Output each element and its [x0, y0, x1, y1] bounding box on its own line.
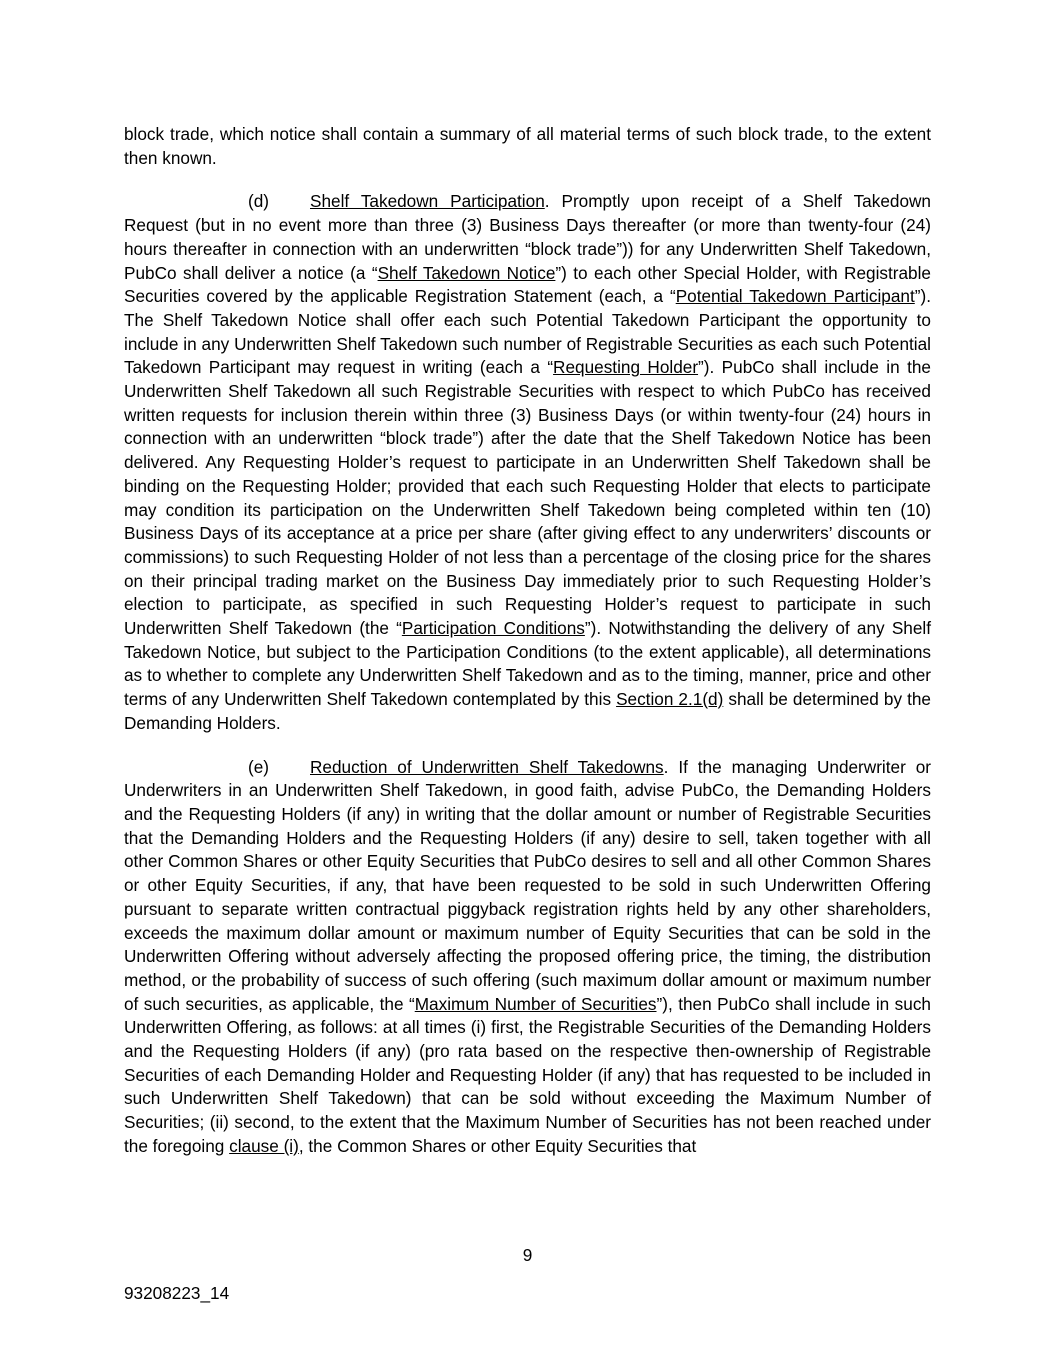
defined-term: Potential Takedown Participant	[675, 286, 915, 307]
defined-term: Participation Conditions	[401, 618, 585, 639]
continuation-text: block trade, which notice shall contain a summary of all material terms of such block trade, to the extent then known.	[124, 124, 931, 168]
section-label-e: (e)	[248, 756, 270, 777]
text-segment: shall be determined by the Demanding Holders.	[124, 689, 931, 733]
text-segment: . If the managing Underwriter or Underwriters in an Underwritten Shelf Takedown, in good faith, advise PubCo, the Demanding Holders and the Requesting Holders (if any) in writing that the dollar amount or number of Registrable Securities that the Demanding Holders and the Requesting Holders (if any) desire to sell, taken together with all other Common Shares or other Equity Securities that PubCo desires to sell and all other Common Shares or other Equity Securities, if any, that have been requested to be sold in such Underwritten Offering pursuant to separate written contractual piggyback registration rights held by any other shareholders, exceeds the maximum dollar amount or maximum number of Equity Securities that can be sold in the Underwritten Offering without adversely affecting the proposed offering price, the timing, the distribution method, or the probability of success of such offering (such maximum dollar amount or maximum number of such securities, as applicable, the “	[124, 756, 931, 1014]
clause-reference: clause (i)	[229, 1135, 299, 1156]
text-segment: ”). The Shelf Takedown Notice shall offer each such Potential Takedown Participant the opportunity to include in any Underwritten Shelf Takedown such number of Registrable Securities as each such Potential Takedown Participant may request in writing (each a “	[124, 286, 931, 378]
text-segment: ”). Notwithstanding the delivery of any Shelf Takedown Notice, but subject to the Participation Conditions (to the extent applicable), all determinations as to whether to complete any Underwritten Shelf Takedown and as to the timing, manner, price and other terms of any Underwritten Shelf Takedown contemplated by this	[124, 618, 931, 710]
section-heading-d: Shelf Takedown Participation	[310, 191, 545, 212]
text-segment: , the Common Shares or other Equity Securities that	[298, 1135, 697, 1156]
text-segment: ”), then PubCo shall include in such Underwritten Offering, as follows: at all times (i) first, the Registrable Securities of the Demanding Holders and the Requesting Holders (if any) (pro rata based on the respective then-ownership of Registrable Securities of each Demanding Holder and Requesting Holder (if any) that has requested to be included in such Underwritten Shelf Takedown) that can be sold without exceeding the Maximum Number of Securities; (ii) second, to the extent that the Maximum Number of Securities has not been reached under the foregoing	[124, 993, 931, 1156]
text-segment: ”). PubCo shall include in the Underwritten Shelf Takedown all such Registrable Securities with respect to which PubCo has received written requests for inclusion therein within three (3) Business Days (or within twenty-four (24) hours in connection with an underwritten “block trade”) after the date that the Shelf Takedown Notice has been delivered. Any Requesting Holder’s request to participate in an Underwritten Shelf Takedown shall be binding on the Requesting Holder; provided that each such Requesting Holder that elects to participate may condition its participation on the Underwritten Shelf Takedown being completed within ten (10) Business Days of its acceptance at a price per share (after giving effect to any underwriters’ discounts or commissions) to such Requesting Holder of not less than a percentage of the closing price for the shares on their principal trading market on the Business Day immediately prior to such Requesting Holder’s election to participate, as specified in such Requesting Holder’s request to participate in such Underwritten Shelf Takedown (the “	[124, 357, 931, 639]
paragraph-d	[124, 190, 931, 735]
document-id: 93208223_14	[124, 1283, 230, 1303]
page-number: 9	[522, 1245, 533, 1265]
body-text	[124, 123, 931, 1159]
text-segment: . Promptly upon receipt of a Shelf Takedown Request (but in no event more than three (3) Business Days thereafter (or more than twenty-four (24) hours thereafter in connection with an underwritten “block trade”)) for any Underwritten Shelf Takedown, PubCo shall deliver a notice (a “	[124, 191, 931, 283]
defined-term: Shelf Takedown Notice	[377, 262, 556, 283]
paragraph-e	[124, 756, 931, 1159]
defined-term: Requesting Holder	[553, 357, 699, 378]
defined-term: Maximum Number of Securities	[414, 993, 657, 1014]
section-label-d: (d)	[248, 191, 270, 212]
paragraph-continuation	[124, 123, 931, 170]
text-segment: ”) to each other Special Holder, with Registrable Securities covered by the applicable Registration Statement (each, a “	[124, 262, 931, 307]
section-heading-e: Reduction of Underwritten Shelf Takedowns	[310, 756, 664, 777]
section-reference: Section 2.1(d)	[616, 689, 724, 710]
